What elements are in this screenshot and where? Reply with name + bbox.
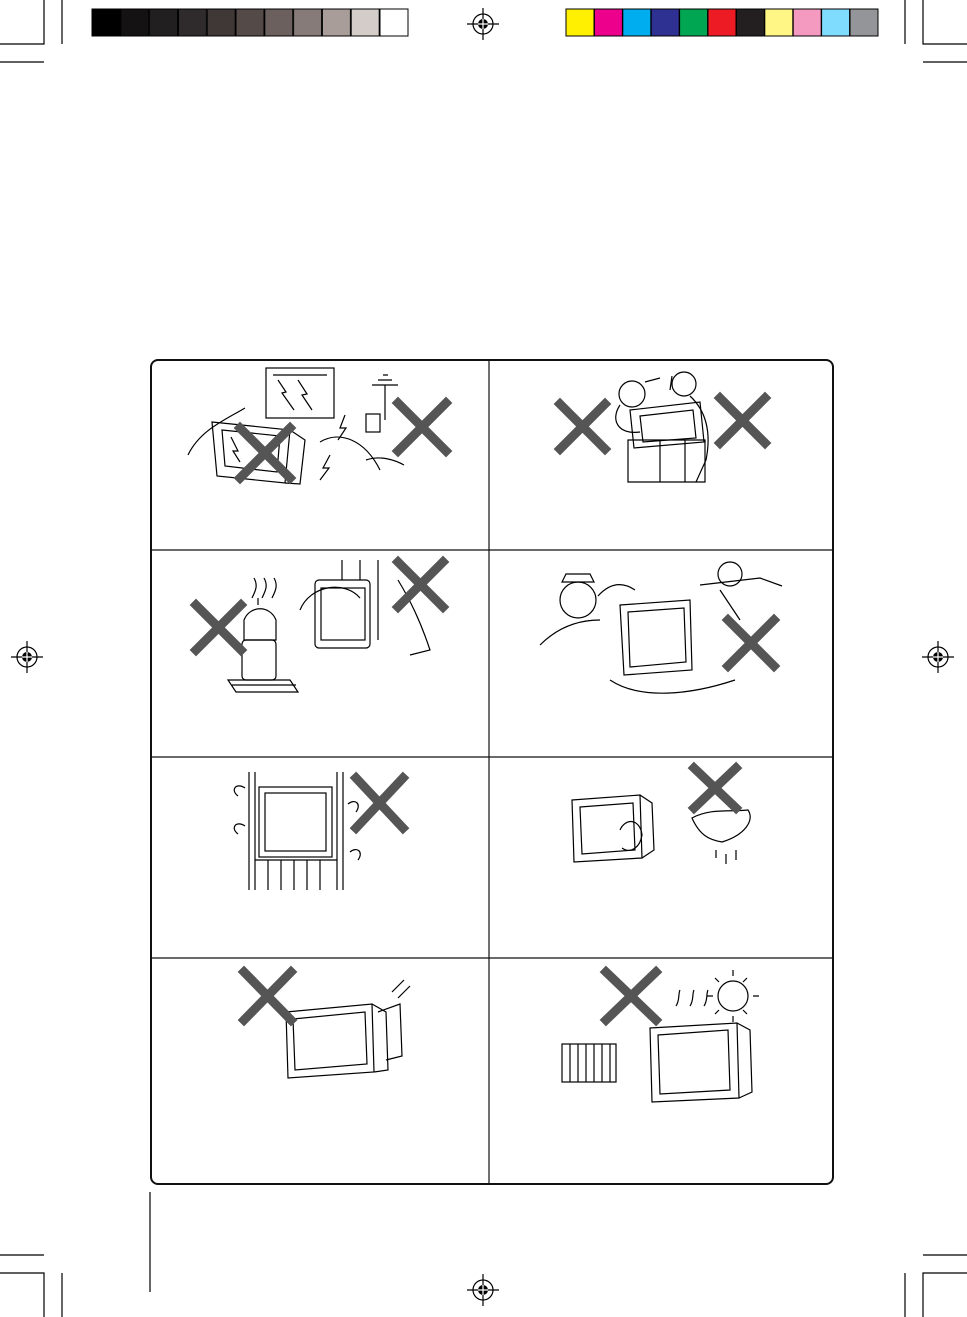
lightning-storm-hazard-icon: [188, 368, 404, 484]
do-not-open-cabinet-icon: [286, 980, 410, 1078]
prohibited-cross-icon: [356, 778, 403, 828]
steam-humidifier-near-tv-icon: [228, 560, 430, 692]
enclosed-cabinet-ventilation-icon: [234, 772, 360, 890]
prohibited-cross-icon: [244, 972, 291, 1020]
liquid-spill-call-service-icon: [540, 562, 782, 693]
children-climbing-tv-icon: [616, 372, 708, 482]
prohibited-cross-icon: [240, 403, 446, 478]
prohibited-cross-icon: [196, 562, 443, 650]
wet-cloth-cleaning-icon: [572, 795, 750, 864]
heat-and-sun-exposure-icon: [562, 970, 759, 1102]
prohibited-cross-icon: [694, 768, 736, 808]
prohibited-cross-icon: [606, 972, 656, 1020]
prohibited-cross-icon: [728, 620, 774, 666]
prohibited-cross-icon: [560, 398, 765, 449]
